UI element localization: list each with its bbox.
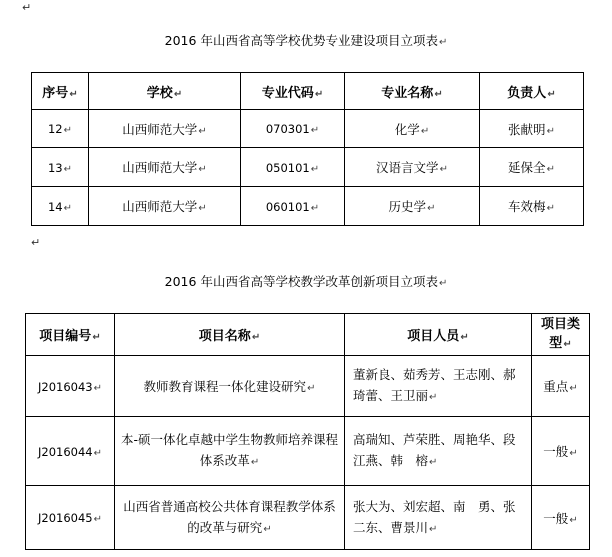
table-cell: [241, 187, 345, 226]
header-cell: [89, 73, 241, 110]
cell-text: 董新良、茹秀芳、王志刚、郝琦蕾、王卫丽: [353, 367, 516, 403]
paragraph-mark: ↵: [63, 125, 73, 136]
cell-text: 本-硕一体化卓越中学生物教师培养课程体系改革: [120, 432, 338, 468]
cell-text: 负责人: [507, 85, 547, 101]
cell-text: 项目编号: [39, 329, 92, 344]
cell-text: 13: [47, 160, 63, 175]
paragraph-mark: ↵: [93, 447, 102, 459]
paragraph-mark: ↵: [307, 383, 316, 394]
paragraph-mark: ↵: [63, 163, 73, 175]
paragraph-mark: ↵: [310, 125, 320, 136]
cell-text: 项目名称: [198, 329, 251, 344]
cell-text: J2016043: [38, 379, 93, 394]
paragraph-mark: ↵: [427, 203, 436, 214]
table-cell: [345, 110, 480, 148]
table-cell: [115, 356, 345, 417]
header-cell: [532, 314, 590, 356]
paragraph-mark: ↵: [314, 88, 324, 100]
paragraph-mark: ↵: [434, 88, 443, 100]
cell-text: 12: [47, 122, 63, 136]
cell-text: 张献明: [508, 121, 546, 137]
table-cell: [480, 110, 584, 148]
table-cell: [241, 110, 345, 148]
cell-text: 历史学: [388, 199, 427, 214]
cell-text: 山西师范大学: [122, 121, 198, 137]
table1-title: [0, 33, 612, 51]
paragraph-mark: ↵: [563, 339, 572, 350]
cell-text: 山西师范大学: [122, 160, 198, 175]
paragraph-mark: ↵: [22, 1, 32, 14]
paragraph-mark: ↵: [546, 203, 555, 214]
table2-title-text: 2016 年山西省高等学校教学改革创新项目立项表: [164, 274, 438, 289]
table-row: [32, 148, 584, 187]
cell-text: 专业代码: [261, 85, 314, 101]
table-cell: [532, 356, 590, 417]
header-cell: [480, 73, 584, 110]
paragraph-mark: ↵: [92, 332, 101, 343]
cell-text: J2016044: [38, 444, 93, 459]
table-cell: [26, 486, 115, 550]
cell-text: 重点: [543, 379, 569, 394]
paragraph-mark: ↵: [429, 392, 438, 403]
table-cell: [89, 148, 241, 187]
header-cell: [345, 314, 532, 356]
table2-title: [0, 274, 612, 292]
table-header-row: [26, 314, 590, 356]
paragraph-mark: ↵: [31, 236, 41, 249]
paragraph-mark: ↵: [251, 332, 261, 343]
cell-text: 教师教育课程一体化建设研究: [143, 379, 307, 394]
header-cell: [241, 73, 345, 110]
table-cell: [89, 187, 241, 226]
paragraph-mark: ↵: [198, 203, 207, 214]
table-cell: [532, 486, 590, 550]
table-cell: [345, 356, 532, 417]
table1-title-text: 2016 年山西省高等学校优势专业建设项目立项表: [164, 33, 438, 48]
table-teaching-reform: [25, 313, 590, 550]
table-cell: [532, 417, 590, 486]
header-cell: [32, 73, 89, 110]
header-cell: [345, 73, 480, 110]
paragraph-mark: ↵: [173, 88, 183, 100]
table-header-row: [32, 73, 584, 110]
cell-text: 一般: [543, 510, 569, 526]
header-cell: [26, 314, 115, 356]
paragraph-mark: ↵: [198, 164, 207, 175]
cell-text: 一般: [543, 444, 569, 459]
cell-text: 070301: [265, 122, 310, 136]
table-cell: [89, 110, 241, 148]
table-row: [32, 110, 584, 148]
table-cell: [345, 187, 480, 226]
cell-text: 张大为、刘宏超、南 勇、张二东、曹景川: [353, 498, 516, 535]
paragraph-mark: ↵: [263, 523, 272, 535]
paragraph-mark: ↵: [569, 383, 578, 394]
table-cell: [26, 417, 115, 486]
cell-text: 专业名称: [381, 85, 434, 101]
table-cell: [241, 148, 345, 187]
paragraph-mark: ↵: [546, 125, 555, 137]
cell-text: 山西省普通高校公共体育课程教学体系的改革与研究: [123, 498, 336, 535]
table-cell: [115, 417, 345, 486]
header-cell: [115, 314, 345, 356]
cell-text: 050101: [265, 160, 310, 175]
paragraph-mark: ↵: [63, 202, 73, 214]
cell-text: 14: [47, 199, 63, 214]
paragraph-mark: ↵: [460, 332, 469, 343]
table-cell: [26, 356, 115, 417]
paragraph-mark: ↵: [429, 457, 438, 468]
table-cell: [32, 110, 89, 148]
table-cell: [345, 148, 480, 187]
paragraph-mark: ↵: [310, 202, 320, 214]
table-cell: [32, 148, 89, 187]
paragraph-mark: ↵: [250, 457, 260, 468]
paragraph-mark: ↵: [420, 125, 430, 137]
cell-text: 车效梅: [508, 199, 546, 214]
paragraph-mark: ↵: [569, 448, 578, 459]
paragraph-mark: ↵: [310, 163, 320, 175]
paragraph-mark: ↵: [438, 278, 448, 289]
paragraph-mark: ↵: [569, 514, 578, 526]
table-row: [32, 187, 584, 226]
cell-text: 山西师范大学: [122, 199, 198, 214]
cell-text: 学校: [146, 85, 173, 101]
table-cell: [345, 417, 532, 486]
cell-text: 延保全: [508, 160, 546, 175]
cell-text: J2016045: [38, 511, 93, 525]
table-row: [26, 356, 590, 417]
table-cell: [480, 187, 584, 226]
cell-text: 高瑞知、芦荣胜、周艳华、段江燕、韩 榕: [353, 432, 516, 468]
cell-text: 060101: [265, 199, 310, 214]
cell-text: 项目人员: [407, 329, 460, 344]
cell-text: 汉语言文学: [376, 160, 439, 175]
table-row: [26, 417, 590, 486]
paragraph-mark: ↵: [438, 37, 448, 48]
paragraph-mark: ↵: [93, 514, 102, 525]
paragraph-mark: ↵: [547, 88, 556, 100]
table-cell: [32, 187, 89, 226]
paragraph-mark: ↵: [69, 88, 78, 100]
cell-text: 项目类型: [540, 317, 580, 351]
table-superior-majors: [31, 72, 584, 226]
paragraph-mark: ↵: [429, 523, 438, 535]
paragraph-mark: ↵: [93, 382, 102, 394]
cell-text: 序号: [42, 85, 69, 101]
paragraph-mark: ↵: [439, 164, 448, 175]
table-cell: [480, 148, 584, 187]
table-cell: [345, 486, 532, 550]
paragraph-mark: ↵: [546, 164, 555, 175]
table-cell: [115, 486, 345, 550]
table-row: [26, 486, 590, 550]
cell-text: 化学: [394, 121, 420, 137]
paragraph-mark: ↵: [198, 125, 207, 137]
